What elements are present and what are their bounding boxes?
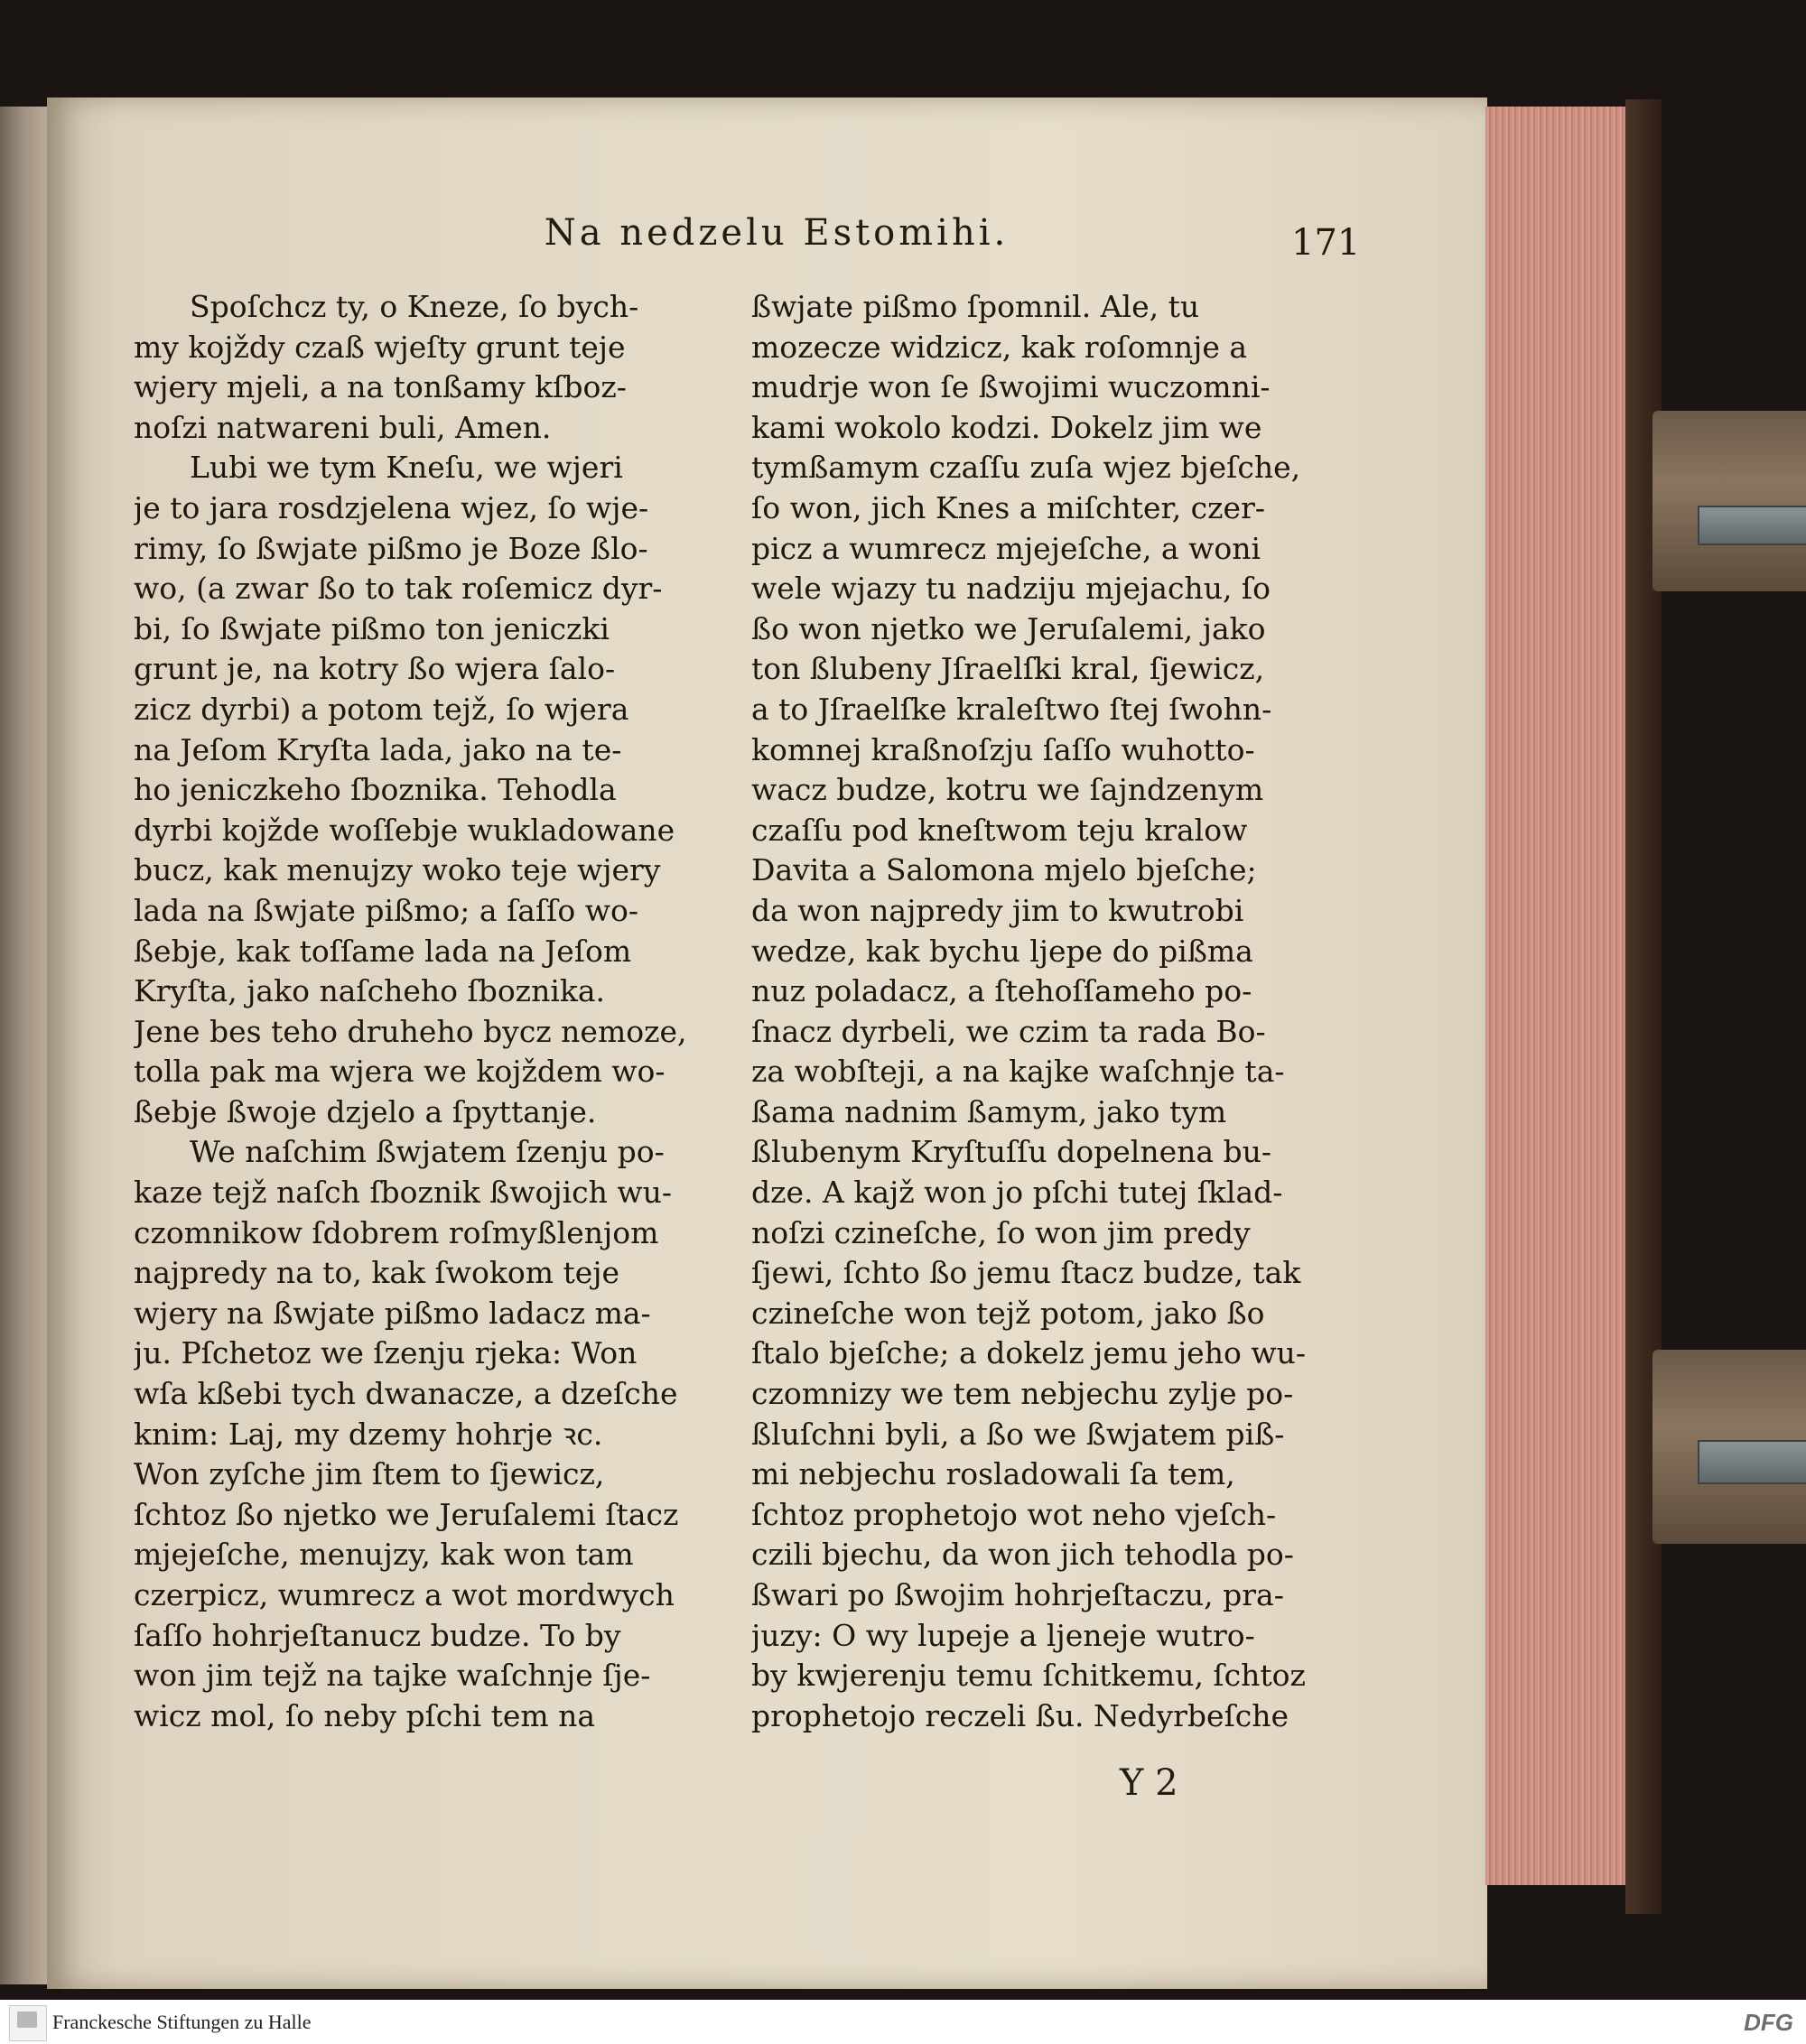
text-line: wo, (a zwar ßo to tak roſemicz dyr- bbox=[134, 571, 663, 607]
text-line: mozecze widzicz, kak roſomnje a bbox=[751, 329, 1248, 365]
text-line: ßama nadnim ßamym, jako tym bbox=[751, 1093, 1227, 1129]
text-line: Spoſchcz ty, o Kneze, ſo bych- bbox=[190, 289, 639, 324]
metal-clasp-plate-top bbox=[1698, 506, 1806, 545]
text-line: Lubi we tym Kneſu, we wjeri bbox=[190, 450, 623, 486]
running-head: Na nedzelu Estomihi. bbox=[544, 212, 1010, 254]
signature-mark: Y 2 bbox=[1120, 1762, 1178, 1804]
text-line: Jene bes teho druheho bycz nemoze, bbox=[134, 1013, 687, 1049]
text-line: Won zyſche jim ſtem to ſjewicz, bbox=[134, 1456, 605, 1492]
text-line: We naſchim ßwjatem ſzenju po- bbox=[190, 1134, 665, 1170]
text-line: won jim tejž na tajke waſchnje ſje- bbox=[134, 1658, 651, 1694]
text-line: juzy: O wy lupeje a ljeneje wutro- bbox=[751, 1617, 1255, 1653]
text-line: mudrje won ſe ßwojimi wuczomni- bbox=[751, 369, 1271, 405]
text-line: wjery na ßwjate pißmo ladacz ma- bbox=[134, 1295, 651, 1331]
text-line: ſjewi, ſchto ßo jemu ſtacz budze, tak bbox=[751, 1255, 1301, 1291]
text-line: ſtalo bjeſche; a dokelz jemu jeho wu- bbox=[751, 1335, 1306, 1371]
text-line: je to jara rosdzjelena wjez, ſo wje- bbox=[134, 489, 649, 525]
book-cover-edge bbox=[1625, 99, 1662, 1914]
text-line: noſzi czineſche, ſo won jim predy bbox=[751, 1214, 1251, 1250]
text-line: ſchtoz ßo njetko we Jeruſalemi ſtacz bbox=[134, 1496, 679, 1532]
facing-page-edge bbox=[0, 107, 54, 1984]
text-line: bucz, kak menujzy woko teje wjery bbox=[134, 852, 661, 888]
text-line: dze. A kajž won jo pſchi tutej ſklad- bbox=[751, 1175, 1283, 1211]
text-line: Kryſta, jako naſcheho ſboznika. bbox=[134, 973, 606, 1009]
text-line: knim: Laj, my dzemy hohrje ꝛc. bbox=[134, 1416, 603, 1452]
institution-name[interactable]: Franckesche Stiftungen zu Halle bbox=[52, 2011, 312, 2033]
text-line: czerpicz, wumrecz a wot mordwych bbox=[134, 1577, 675, 1612]
text-line: by kwjerenju temu ſchitkemu, ſchtoz bbox=[751, 1658, 1306, 1694]
text-line: komnej kraßnoſzju ſaſſo wuhotto- bbox=[751, 731, 1255, 767]
text-line: wele wjazy tu nadziju mjejachu, ſo bbox=[751, 571, 1271, 607]
text-line: kami wokolo kodzi. Dokelz jim we bbox=[751, 409, 1262, 445]
text-line: ßwjate pißmo ſpomnil. Ale, tu bbox=[751, 289, 1200, 324]
text-line: a to Jſraelſke kraleſtwo ſtej ſwohn- bbox=[751, 691, 1272, 727]
text-line: wacz budze, kotru we ſajndzenym bbox=[751, 772, 1264, 808]
text-line: mi nebjechu rosladowali ſa tem, bbox=[751, 1456, 1235, 1492]
text-line: zicz dyrbi) a potom tejž, ſo wjera bbox=[134, 691, 629, 727]
text-line: najpredy na to, kak ſwokom teje bbox=[134, 1255, 620, 1291]
institution-logo-icon bbox=[9, 2005, 47, 2041]
text-line: ßebje ßwoje dzjelo a ſpyttanje. bbox=[134, 1093, 597, 1129]
funder-logo: DFG bbox=[1744, 2009, 1793, 2036]
leather-clasp-top bbox=[1652, 411, 1806, 591]
text-line: prophetojo reczeli ßu. Nedyrbeſche bbox=[751, 1697, 1289, 1733]
text-line: kaze tejž naſch ſboznik ßwojich wu- bbox=[134, 1175, 673, 1211]
text-line: ſnacz dyrbeli, we czim ta rada Bo- bbox=[751, 1013, 1266, 1049]
footer-bar bbox=[0, 2000, 1806, 2044]
text-line: ßebje, kak toſſame lada na Jeſom bbox=[134, 933, 632, 969]
text-line: noſzi natwareni buli, Amen. bbox=[134, 409, 552, 445]
text-line: na Jeſom Kryſta lada, jako na te- bbox=[134, 731, 622, 767]
text-line: ju. Pſchetoz we ſzenju rjeka: Won bbox=[134, 1335, 638, 1371]
page-number: 171 bbox=[1291, 222, 1361, 264]
text-line: ſo won, jich Knes a miſchter, czer- bbox=[751, 489, 1265, 525]
text-line: Davita a Salomona mjelo bjeſche; bbox=[751, 852, 1257, 888]
text-line: wſa kßebi tych dwanacze, a dzeſche bbox=[134, 1376, 678, 1412]
text-line: za wobſteji, a na kajke waſchnje ta- bbox=[751, 1054, 1285, 1090]
text-line: ßluſchni byli, a ßo we ßwjatem piß- bbox=[751, 1416, 1285, 1452]
text-line: wjery mjeli, a na tonßamy kſboz- bbox=[134, 369, 627, 405]
text-line: czomnikow ſdobrem roſmyßlenjom bbox=[134, 1214, 659, 1250]
text-line: wedze, kak bychu ljepe do pißma bbox=[751, 933, 1253, 969]
text-column-left bbox=[134, 287, 722, 1736]
text-line: da won najpredy jim to kwutrobi bbox=[751, 892, 1244, 928]
text-line: czili bjechu, da won jich tehodla po- bbox=[751, 1537, 1294, 1573]
text-line: tymßamym czaſſu zuſa wjez bjeſche, bbox=[751, 450, 1301, 486]
text-line: rimy, ſo ßwjate pißmo je Boze ßlo- bbox=[134, 530, 648, 566]
metal-clasp-plate-bottom bbox=[1698, 1440, 1806, 1484]
text-column-right bbox=[751, 287, 1354, 1736]
text-line: ſaſſo hohrjeſtanucz budze. To by bbox=[134, 1617, 621, 1653]
text-line: czaſſu pod kneſtwom teju kralow bbox=[751, 812, 1248, 848]
text-line: czineſche won tejž potom, jako ßo bbox=[751, 1295, 1265, 1331]
text-line: bi, ſo ßwjate pißmo ton jeniczki bbox=[134, 610, 610, 646]
text-line: wicz mol, ſo neby pſchi tem na bbox=[134, 1697, 596, 1733]
text-line: lada na ßwjate pißmo; a ſaſſo wo- bbox=[134, 892, 639, 928]
text-line: picz a wumrecz mjejeſche, a woni bbox=[751, 530, 1261, 566]
text-line: ßlubenym Kryſtuſſu dopelnena bu- bbox=[751, 1134, 1272, 1170]
text-line: nuz poladacz, a ſtehoſſameho po- bbox=[751, 973, 1252, 1009]
text-line: ſchtoz prophetojo wot neho vjeſch- bbox=[751, 1496, 1277, 1532]
page-fore-edge bbox=[1485, 107, 1634, 1885]
text-line: tolla pak ma wjera we kojždem wo- bbox=[134, 1054, 666, 1090]
text-line: ton ßlubeny Jſraelſki kral, ſjewicz, bbox=[751, 651, 1265, 687]
text-line: ßwari po ßwojim hohrjeſtaczu, pra- bbox=[751, 1577, 1284, 1612]
text-line: my kojždy czaß wjeſty grunt teje bbox=[134, 329, 626, 365]
text-line: grunt je, na kotry ßo wjera ſalo- bbox=[134, 651, 616, 687]
text-line: dyrbi kojžde woſſebje wukladowane bbox=[134, 812, 675, 848]
text-line: ho jeniczkeho ſboznika. Tehodla bbox=[134, 772, 617, 808]
text-line: mjejeſche, menujzy, kak won tam bbox=[134, 1537, 634, 1573]
text-line: ßo won njetko we Jeruſalemi, jako bbox=[751, 610, 1266, 646]
text-line: czomnizy we tem nebjechu zylje po- bbox=[751, 1376, 1294, 1412]
